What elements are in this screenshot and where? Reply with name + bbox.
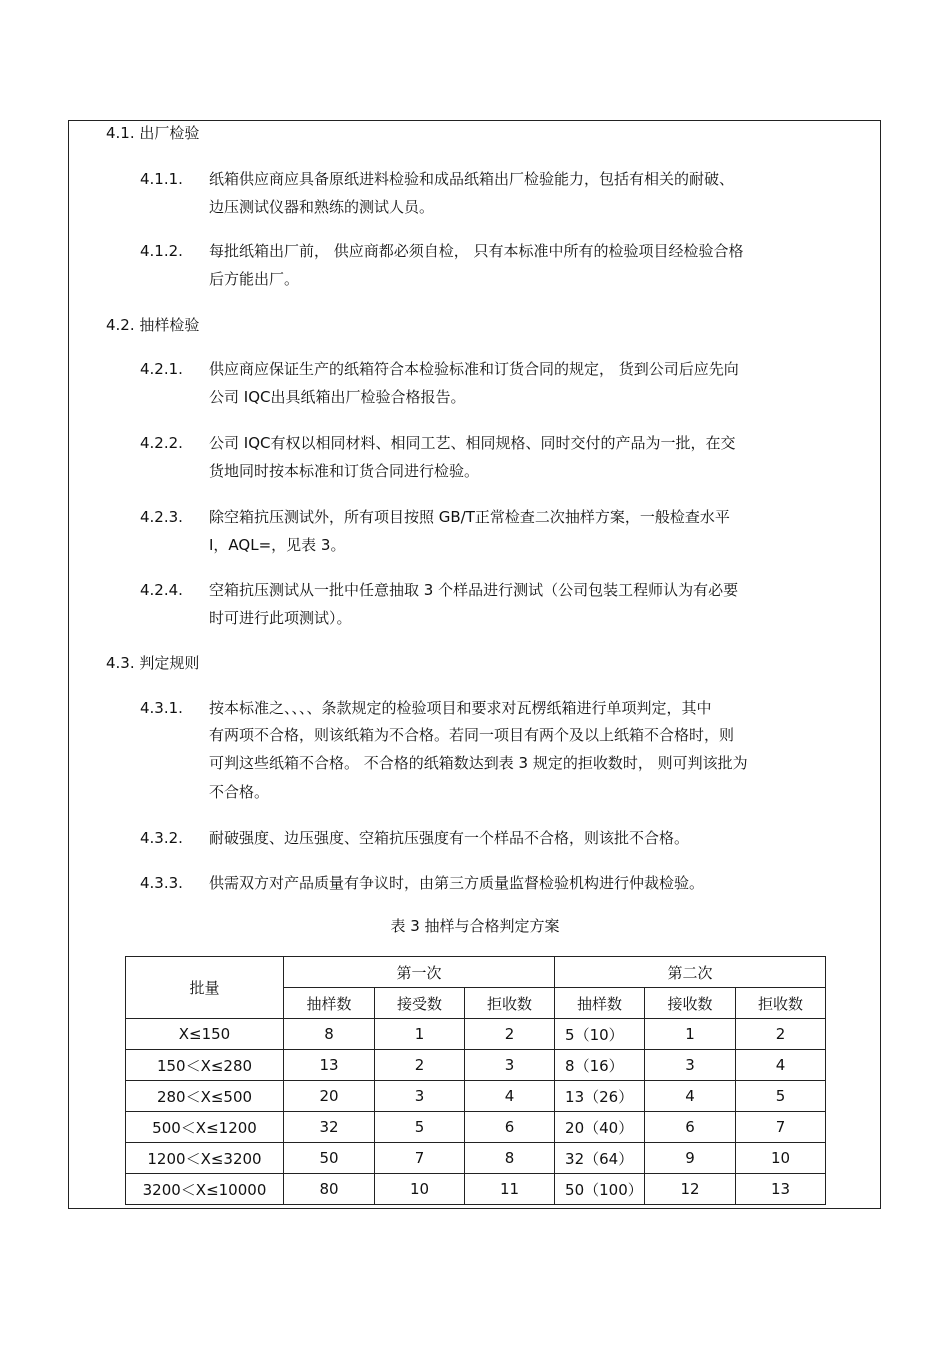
table-cell: 280＜X≤500 xyxy=(126,1081,284,1112)
item-text-line: 时可进行此项测试）。 xyxy=(209,609,352,627)
item-text-line: 供应商应保证生产的纸箱符合本检验标准和订货合同的规定， 货到公司后应先向 xyxy=(209,360,739,378)
table-cell: 5 xyxy=(375,1112,465,1143)
table-row xyxy=(126,1019,826,1050)
item-text-line: 纸箱供应商应具备原纸进料检验和成品纸箱出厂检验能力，包括有相关的耐破、 xyxy=(209,170,735,188)
table-cell: 50 xyxy=(284,1143,375,1174)
table-cell: 32（64） xyxy=(555,1143,645,1174)
section-heading: 4.3. 判定规则 xyxy=(106,654,200,672)
column-header: 抽样数 xyxy=(555,988,645,1019)
table-cell: 8 xyxy=(284,1019,375,1050)
second-sampling-header: 第二次 xyxy=(555,957,826,988)
table-cell: 32 xyxy=(284,1112,375,1143)
table-cell: 7 xyxy=(375,1143,465,1174)
table-cell: 150＜X≤280 xyxy=(126,1050,284,1081)
table-cell: 3 xyxy=(645,1050,736,1081)
table-cell: 3 xyxy=(375,1081,465,1112)
table-cell: X≤150 xyxy=(126,1019,284,1050)
table-cell: 11 xyxy=(465,1174,555,1205)
item-text-line: 公司 IQC出具纸箱出厂检验合格报告。 xyxy=(209,388,466,406)
item-text-line: 供需双方对产品质量有争议时，由第三方质量监督检验机构进行仲裁检验。 xyxy=(209,874,705,892)
item-text-line: 后方能出厂。 xyxy=(209,270,300,288)
table-cell: 1 xyxy=(645,1019,736,1050)
item-number: 4.1.1. xyxy=(140,170,183,188)
item-number: 4.3.3. xyxy=(140,874,183,892)
item-text-line: 除空箱抗压测试外，所有项目按照 GB/T正常检查二次抽样方案，一般检查水平 xyxy=(209,508,730,526)
table-cell: 50（100） xyxy=(555,1174,645,1205)
table-cell: 10 xyxy=(375,1174,465,1205)
sampling-plan-table xyxy=(125,956,826,1205)
item-number: 4.1.2. xyxy=(140,242,183,260)
table-cell: 7 xyxy=(736,1112,826,1143)
table-cell: 500＜X≤1200 xyxy=(126,1112,284,1143)
table-cell: 3200＜X≤10000 xyxy=(126,1174,284,1205)
item-text-line: 有两项不合格，则该纸箱为不合格。若同一项目有两个及以上纸箱不合格时，则 xyxy=(209,726,735,744)
table-cell: 2 xyxy=(465,1019,555,1050)
table-cell: 13 xyxy=(736,1174,826,1205)
table-cell: 8（16） xyxy=(555,1050,645,1081)
first-sampling-header: 第一次 xyxy=(284,957,555,988)
table-cell: 12 xyxy=(645,1174,736,1205)
item-text-line: 按本标准之、、、、条款规定的检验项目和要求对瓦楞纸箱进行单项判定，其中 xyxy=(209,699,712,717)
item-text-line: 耐破强度、边压强度、空箱抗压强度有一个样品不合格，则该批不合格。 xyxy=(209,829,690,847)
column-header: 抽样数 xyxy=(284,988,375,1019)
item-text-line: 空箱抗压测试从一批中任意抽取 3 个样品进行测试（公司包装工程师认为有必要 xyxy=(209,581,739,599)
table-cell: 6 xyxy=(465,1112,555,1143)
item-text-line: 每批纸箱出厂前， 供应商都必须自检， 只有本标准中所有的检验项目经检验合格 xyxy=(209,242,744,260)
table-caption: 表 3 抽样与合格判定方案 xyxy=(390,917,560,935)
item-text-line: 不合格。 xyxy=(209,783,270,801)
item-text-line: 货地同时按本标准和订货合同进行检验。 xyxy=(209,462,480,480)
table-row xyxy=(126,1143,826,1174)
section-heading: 4.1. 出厂检验 xyxy=(106,124,200,142)
table-row xyxy=(126,1081,826,1112)
table-cell: 20 xyxy=(284,1081,375,1112)
table-cell: 80 xyxy=(284,1174,375,1205)
item-text-line: 公司 IQC有权以相同材料、相同工艺、相同规格、同时交付的产品为一批，在交 xyxy=(209,434,736,452)
table-row xyxy=(126,1050,826,1081)
table-cell: 2 xyxy=(736,1019,826,1050)
table-cell: 2 xyxy=(375,1050,465,1081)
item-text-line: Ⅰ，AQL=，见表 3。 xyxy=(209,536,346,554)
item-number: 4.2.2. xyxy=(140,434,183,452)
column-header: 拒收数 xyxy=(736,988,826,1019)
item-number: 4.2.3. xyxy=(140,508,183,526)
table-cell: 13（26） xyxy=(555,1081,645,1112)
batch-header: 批量 xyxy=(126,957,284,1019)
table-cell: 3 xyxy=(465,1050,555,1081)
table-row xyxy=(126,1112,826,1143)
table-cell: 4 xyxy=(645,1081,736,1112)
column-header: 接收数 xyxy=(645,988,736,1019)
table-cell: 10 xyxy=(736,1143,826,1174)
item-number: 4.2.1. xyxy=(140,360,183,378)
section-heading: 4.2. 抽样检验 xyxy=(106,316,200,334)
table-cell: 5 xyxy=(736,1081,826,1112)
table-header-row xyxy=(126,957,826,988)
table-cell: 5（10） xyxy=(555,1019,645,1050)
item-number: 4.3.2. xyxy=(140,829,183,847)
column-header: 接受数 xyxy=(375,988,465,1019)
table-cell: 4 xyxy=(465,1081,555,1112)
column-header: 拒收数 xyxy=(465,988,555,1019)
item-text-line: 可判这些纸箱不合格。 不合格的纸箱数达到表 3 规定的拒收数时， 则可判该批为 xyxy=(209,754,748,772)
table-cell: 6 xyxy=(645,1112,736,1143)
item-number: 4.2.4. xyxy=(140,581,183,599)
table-cell: 20（40） xyxy=(555,1112,645,1143)
table-cell: 9 xyxy=(645,1143,736,1174)
table-row xyxy=(126,1174,826,1205)
table-cell: 1 xyxy=(375,1019,465,1050)
table-cell: 4 xyxy=(736,1050,826,1081)
table-cell: 8 xyxy=(465,1143,555,1174)
table-cell: 13 xyxy=(284,1050,375,1081)
item-number: 4.3.1. xyxy=(140,699,183,717)
table-cell: 1200＜X≤3200 xyxy=(126,1143,284,1174)
item-text-line: 边压测试仪器和熟练的测试人员。 xyxy=(209,198,435,216)
